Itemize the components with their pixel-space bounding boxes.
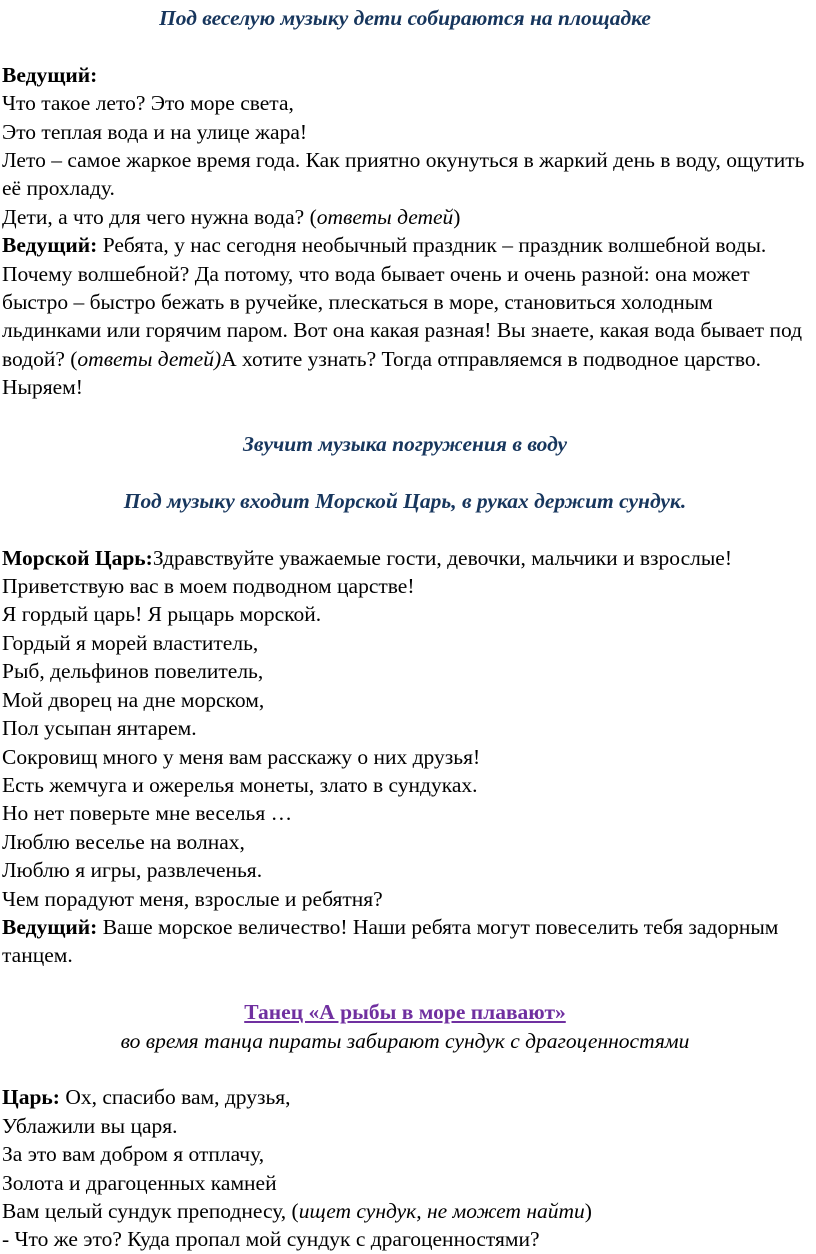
king-greeting-text: Здравствуйте уважаемые гости, девочки, мальчики и взрослые! Приветствую вас в моем подводном царстве! (2, 545, 732, 599)
tsar-text: Ох, спасибо вам, друзья, (59, 1085, 291, 1110)
verse-line (2, 1197, 808, 1225)
verse-line: Рыб, дельфинов повелитель, (2, 659, 264, 684)
speaker-sea-king: Морской Царь: (2, 545, 153, 570)
verse-line: Я гордый царь! Я рыцарь морской. (2, 602, 322, 627)
verse-line: - Что же это? Куда пропал мой сундук с драгоценностями? (2, 1227, 540, 1252)
spacer (2, 1055, 808, 1083)
verse-line: Гордый я морей властитель, (2, 630, 259, 655)
stage-remark: ответы детей) (77, 346, 222, 371)
verse-line: Мой дворец на дне морском, (2, 687, 265, 712)
host-text: Ребята, у нас сегодня необычный праздник – праздник волшебной воды. Почему волшебной? Да потому, что вода бывает очень и очень разной: она может быстро – быстро бежать в ручейке, плескаться в море, становиться холодным льдинками или горячим паром. Вот она какая разная! Вы знаете, какая вода бывает под водой? ( (2, 233, 803, 371)
verse-line: За это вам добром я отплачу, (2, 1142, 265, 1167)
verse-line: Люблю я игры, развлеченья. (2, 858, 263, 883)
stage-direction-dive: Звучит музыка погружения в воду (242, 432, 568, 457)
verse-line: Люблю веселье на волнах, (2, 829, 245, 854)
verse-line: Что такое лето? Это море света, (2, 91, 294, 116)
document-page (0, 4, 816, 1252)
stage-direction-opening: Под веселую музыку дети собираются на площадке (159, 6, 651, 30)
question-text: Дети, а что для чего нужна вода? ( (2, 204, 317, 229)
dance-title: Танец «А рыбы в море плавают» (244, 1000, 566, 1025)
dance-note: во время танца пираты забирают сундук с драгоценностями (120, 1028, 690, 1053)
stage-direction-king-enter: Под музыку входит Морской Царь, в руках держит сундук. (123, 488, 687, 513)
host-text-end: А хотите узнать? Тогда отправляемся в подводное царство. Ныряем! (2, 346, 761, 400)
speaker-tsar: Царь: (2, 1085, 60, 1110)
spacer (2, 515, 808, 543)
host-text: Ваше морское величество! Наши ребята могут повеселить тебя задорным танцем. (2, 914, 779, 968)
verse-line: Ублажили вы царя. (2, 1113, 178, 1138)
question-line (2, 203, 808, 231)
chest-text: Вам целый сундук преподнесу, ( (2, 1198, 299, 1223)
verse-line: Чем порадуют меня, взрослые и ребятня? (2, 886, 383, 911)
question-close: ) (453, 204, 461, 229)
spacer (2, 402, 808, 430)
tsar-line (2, 1083, 808, 1111)
host-paragraph (2, 231, 808, 401)
verse-line: Есть жемчуга и ожерелья монеты, злато в сундуках. (2, 772, 478, 797)
stage-remark: ищет сундук, не может найти (298, 1198, 585, 1223)
prose-paragraph: Лето – самое жаркое время года. Как приятно окунуться в жаркий день в воду, ощутить её прохладу. (2, 148, 805, 201)
verse-line: Сокровищ много у меня вам расскажу о них друзья! (2, 744, 481, 769)
spacer (2, 970, 808, 998)
verse-line: Пол усыпан янтарем. (2, 716, 197, 741)
verse-line: Это теплая вода и на улице жара! (2, 119, 308, 144)
verse-line: Золота и драгоценных камней (2, 1170, 277, 1195)
stage-remark: ответы детей (316, 204, 454, 229)
spacer (2, 458, 808, 486)
host-paragraph (2, 913, 808, 970)
speaker-host: Ведущий: (2, 233, 98, 258)
king-greeting (2, 544, 808, 601)
speaker-host: Ведущий: (2, 914, 98, 939)
verse-line: Но нет поверьте мне веселья … (2, 801, 293, 826)
speaker-host: Ведущий: (2, 62, 98, 87)
chest-close: ) (584, 1198, 592, 1223)
spacer (2, 32, 808, 60)
